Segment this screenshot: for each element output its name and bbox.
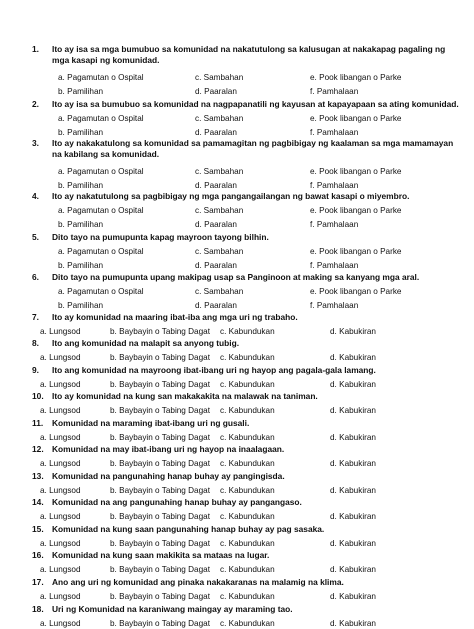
question-number: 14. bbox=[32, 497, 44, 507]
options-row bbox=[0, 260, 474, 271]
option: e. Pook libangan o Parke bbox=[310, 114, 402, 123]
question-4 bbox=[32, 191, 460, 202]
question-7 bbox=[32, 312, 460, 323]
options-row bbox=[0, 618, 474, 629]
option: a. Lungsod bbox=[40, 512, 81, 521]
question-text: Ito ay komunidad na maaring ibat-iba ang mga uri ng trabaho. bbox=[52, 312, 298, 322]
question-5 bbox=[32, 232, 460, 243]
option: f. Pamhalaan bbox=[310, 181, 359, 190]
options-row bbox=[0, 72, 474, 83]
question-18 bbox=[32, 604, 460, 615]
option: c. Kabundukan bbox=[220, 433, 275, 442]
option: a. Lungsod bbox=[40, 406, 81, 415]
question-text: Ito ay isa sa bumubuo sa komunidad na nagpapanatili ng kayusan at kapayapaan sa ating komunidad. bbox=[52, 99, 459, 109]
options-row bbox=[0, 591, 474, 602]
option: d. Kabukiran bbox=[330, 512, 376, 521]
option: d. Kabukiran bbox=[330, 539, 376, 548]
option: c. Sambahan bbox=[195, 73, 244, 82]
question-11 bbox=[32, 418, 460, 429]
question-text: Komunidad na kung saan pangunahing hanap buhay ay pag sasaka. bbox=[52, 524, 325, 534]
option: b. Pamilihan bbox=[58, 181, 104, 190]
option: b. Baybayin o Tabing Dagat bbox=[110, 565, 210, 574]
option: d. Kabukiran bbox=[330, 565, 376, 574]
options-row bbox=[0, 379, 474, 390]
option: d. Paaralan bbox=[195, 301, 237, 310]
question-text: Komunidad na maraming ibat-ibang uri ng gusali. bbox=[52, 418, 250, 428]
option: c. Kabundukan bbox=[220, 619, 275, 628]
question-text: Komunidad na may ibat-ibang uri ng hayop na inaalagaan. bbox=[52, 444, 285, 454]
question-number: 6. bbox=[32, 272, 39, 282]
option: d. Paaralan bbox=[195, 87, 237, 96]
question-12 bbox=[32, 444, 460, 455]
option: a. Lungsod bbox=[40, 486, 81, 495]
options-row bbox=[0, 205, 474, 216]
option: b. Baybayin o Tabing Dagat bbox=[110, 459, 210, 468]
option: d. Kabukiran bbox=[330, 327, 376, 336]
question-number: 11. bbox=[32, 418, 44, 428]
question-text: Ito ay isa sa mga bumubuo sa komunidad na nakatutulong sa kalusugan at nakakapag pagaling ng mga kasapi ng komunidad. bbox=[52, 44, 446, 65]
option: c. Kabundukan bbox=[220, 512, 275, 521]
option: e. Pook libangan o Parke bbox=[310, 167, 402, 176]
option: e. Pook libangan o Parke bbox=[310, 73, 402, 82]
question-text: Ito ay komunidad na kung san makakakita na malawak na taniman. bbox=[52, 391, 318, 401]
question-13 bbox=[32, 471, 460, 482]
options-row bbox=[0, 246, 474, 257]
question-number: 17. bbox=[32, 577, 44, 587]
option: b. Baybayin o Tabing Dagat bbox=[110, 592, 210, 601]
question-number: 18. bbox=[32, 604, 44, 614]
option: c. Kabundukan bbox=[220, 539, 275, 548]
option: b. Pamilihan bbox=[58, 128, 104, 137]
option: a. Lungsod bbox=[40, 539, 81, 548]
options-row bbox=[0, 113, 474, 124]
question-number: 5. bbox=[32, 232, 39, 242]
option: b. Baybayin o Tabing Dagat bbox=[110, 619, 210, 628]
option: a. Lungsod bbox=[40, 459, 81, 468]
question-10 bbox=[32, 391, 460, 402]
option: c. Sambahan bbox=[195, 167, 244, 176]
option: b. Baybayin o Tabing Dagat bbox=[110, 353, 210, 362]
option: d. Kabukiran bbox=[330, 433, 376, 442]
option: f. Pamhalaan bbox=[310, 220, 359, 229]
question-15 bbox=[32, 524, 460, 535]
question-text: Komunidad na ang pangunahing hanap buhay ay pangangaso. bbox=[52, 497, 302, 507]
options-row bbox=[0, 564, 474, 575]
question-3 bbox=[32, 138, 460, 160]
option: a. Pagamutan o Ospital bbox=[58, 73, 144, 82]
options-row bbox=[0, 326, 474, 337]
option: b. Baybayin o Tabing Dagat bbox=[110, 433, 210, 442]
option: a. Pagamutan o Ospital bbox=[58, 114, 144, 123]
option: a. Lungsod bbox=[40, 380, 81, 389]
question-8 bbox=[32, 338, 460, 349]
option: b. Pamilihan bbox=[58, 301, 104, 310]
option: e. Pook libangan o Parke bbox=[310, 206, 402, 215]
option: b. Pamilihan bbox=[58, 220, 104, 229]
question-number: 12. bbox=[32, 444, 44, 454]
options-row bbox=[0, 286, 474, 297]
options-row bbox=[0, 352, 474, 363]
question-number: 7. bbox=[32, 312, 39, 322]
question-text: Dito tayo na pumupunta upang makipag usap sa Panginoon at making sa kanyang mga aral. bbox=[52, 272, 420, 282]
option: b. Baybayin o Tabing Dagat bbox=[110, 539, 210, 548]
question-text: Ito ang komunidad na malapit sa anyong tubig. bbox=[52, 338, 240, 348]
option: d. Kabukiran bbox=[330, 592, 376, 601]
question-1 bbox=[32, 44, 460, 66]
option: d. Paaralan bbox=[195, 181, 237, 190]
option: c. Kabundukan bbox=[220, 486, 275, 495]
question-text: Komunidad na kung saan makikita sa mataas na lugar. bbox=[52, 550, 270, 560]
option: a. Lungsod bbox=[40, 433, 81, 442]
question-number: 3. bbox=[32, 138, 39, 148]
options-row bbox=[0, 300, 474, 311]
option: a. Lungsod bbox=[40, 565, 81, 574]
option: f. Pamhalaan bbox=[310, 301, 359, 310]
option: b. Pamilihan bbox=[58, 87, 104, 96]
option: a. Lungsod bbox=[40, 327, 81, 336]
option: b. Baybayin o Tabing Dagat bbox=[110, 512, 210, 521]
option: c. Sambahan bbox=[195, 247, 244, 256]
question-text: Ito ay nakatutulong sa pagbibigay ng mga pangangailangan ng bawat kasapi o miyembro. bbox=[52, 191, 410, 201]
option: c. Sambahan bbox=[195, 287, 244, 296]
question-text: Ano ang uri ng komunidad ang pinaka nakakaranas na malamig na klima. bbox=[52, 577, 344, 587]
option: d. Paaralan bbox=[195, 220, 237, 229]
question-number: 16. bbox=[32, 550, 44, 560]
options-row bbox=[0, 405, 474, 416]
question-14 bbox=[32, 497, 460, 508]
option: b. Pamilihan bbox=[58, 261, 104, 270]
options-row bbox=[0, 538, 474, 549]
question-9 bbox=[32, 365, 460, 376]
option: c. Kabundukan bbox=[220, 327, 275, 336]
question-number: 13. bbox=[32, 471, 44, 481]
options-row bbox=[0, 458, 474, 469]
option: d. Kabukiran bbox=[330, 380, 376, 389]
options-row bbox=[0, 127, 474, 138]
options-row bbox=[0, 219, 474, 230]
option: c. Sambahan bbox=[195, 114, 244, 123]
question-number: 4. bbox=[32, 191, 39, 201]
question-6 bbox=[32, 272, 460, 283]
question-16 bbox=[32, 550, 460, 561]
option: e. Pook libangan o Parke bbox=[310, 287, 402, 296]
option: c. Kabundukan bbox=[220, 406, 275, 415]
option: a. Lungsod bbox=[40, 619, 81, 628]
option: f. Pamhalaan bbox=[310, 87, 359, 96]
question-number: 2. bbox=[32, 99, 39, 109]
question-number: 8. bbox=[32, 338, 39, 348]
question-number: 10. bbox=[32, 391, 44, 401]
option: d. Kabukiran bbox=[330, 459, 376, 468]
question-number: 15. bbox=[32, 524, 44, 534]
question-text: Ito ay nakakatulong sa komunidad sa pamamagitan ng pagbibigay ng kaalaman sa mga mamamayan na kabilang sa komunidad. bbox=[52, 138, 454, 159]
question-number: 9. bbox=[32, 365, 39, 375]
question-text: Dito tayo na pumupunta kapag mayroon tayong bilhin. bbox=[52, 232, 269, 242]
options-row bbox=[0, 432, 474, 443]
option: c. Kabundukan bbox=[220, 459, 275, 468]
option: f. Pamhalaan bbox=[310, 128, 359, 137]
question-number: 1. bbox=[32, 44, 39, 54]
option: a. Lungsod bbox=[40, 353, 81, 362]
option: b. Baybayin o Tabing Dagat bbox=[110, 406, 210, 415]
options-row bbox=[0, 166, 474, 177]
option: d. Paaralan bbox=[195, 128, 237, 137]
question-text: Komunidad na pangunahing hanap buhay ay pangingisda. bbox=[52, 471, 285, 481]
option: d. Kabukiran bbox=[330, 619, 376, 628]
option: c. Kabundukan bbox=[220, 353, 275, 362]
option: b. Baybayin o Tabing Dagat bbox=[110, 327, 210, 336]
option: b. Baybayin o Tabing Dagat bbox=[110, 380, 210, 389]
options-row bbox=[0, 86, 474, 97]
option: f. Pamhalaan bbox=[310, 261, 359, 270]
option: a. Pagamutan o Ospital bbox=[58, 287, 144, 296]
option: c. Kabundukan bbox=[220, 592, 275, 601]
option: d. Kabukiran bbox=[330, 486, 376, 495]
options-row bbox=[0, 180, 474, 191]
option: c. Kabundukan bbox=[220, 565, 275, 574]
question-2 bbox=[32, 99, 460, 110]
option: d. Paaralan bbox=[195, 261, 237, 270]
options-row bbox=[0, 485, 474, 496]
option: a. Lungsod bbox=[40, 592, 81, 601]
question-17 bbox=[32, 577, 460, 588]
option: b. Baybayin o Tabing Dagat bbox=[110, 486, 210, 495]
option: e. Pook libangan o Parke bbox=[310, 247, 402, 256]
option: a. Pagamutan o Ospital bbox=[58, 206, 144, 215]
option: d. Kabukiran bbox=[330, 353, 376, 362]
option: c. Sambahan bbox=[195, 206, 244, 215]
options-row bbox=[0, 511, 474, 522]
option: c. Kabundukan bbox=[220, 380, 275, 389]
question-text: Ito ang komunidad na mayroong ibat-ibang uri ng hayop ang pagala-gala lamang. bbox=[52, 365, 376, 375]
option: d. Kabukiran bbox=[330, 406, 376, 415]
question-text: Uri ng Komunidad na karaniwang maingay ay maraming tao. bbox=[52, 604, 293, 614]
option: a. Pagamutan o Ospital bbox=[58, 247, 144, 256]
option: a. Pagamutan o Ospital bbox=[58, 167, 144, 176]
